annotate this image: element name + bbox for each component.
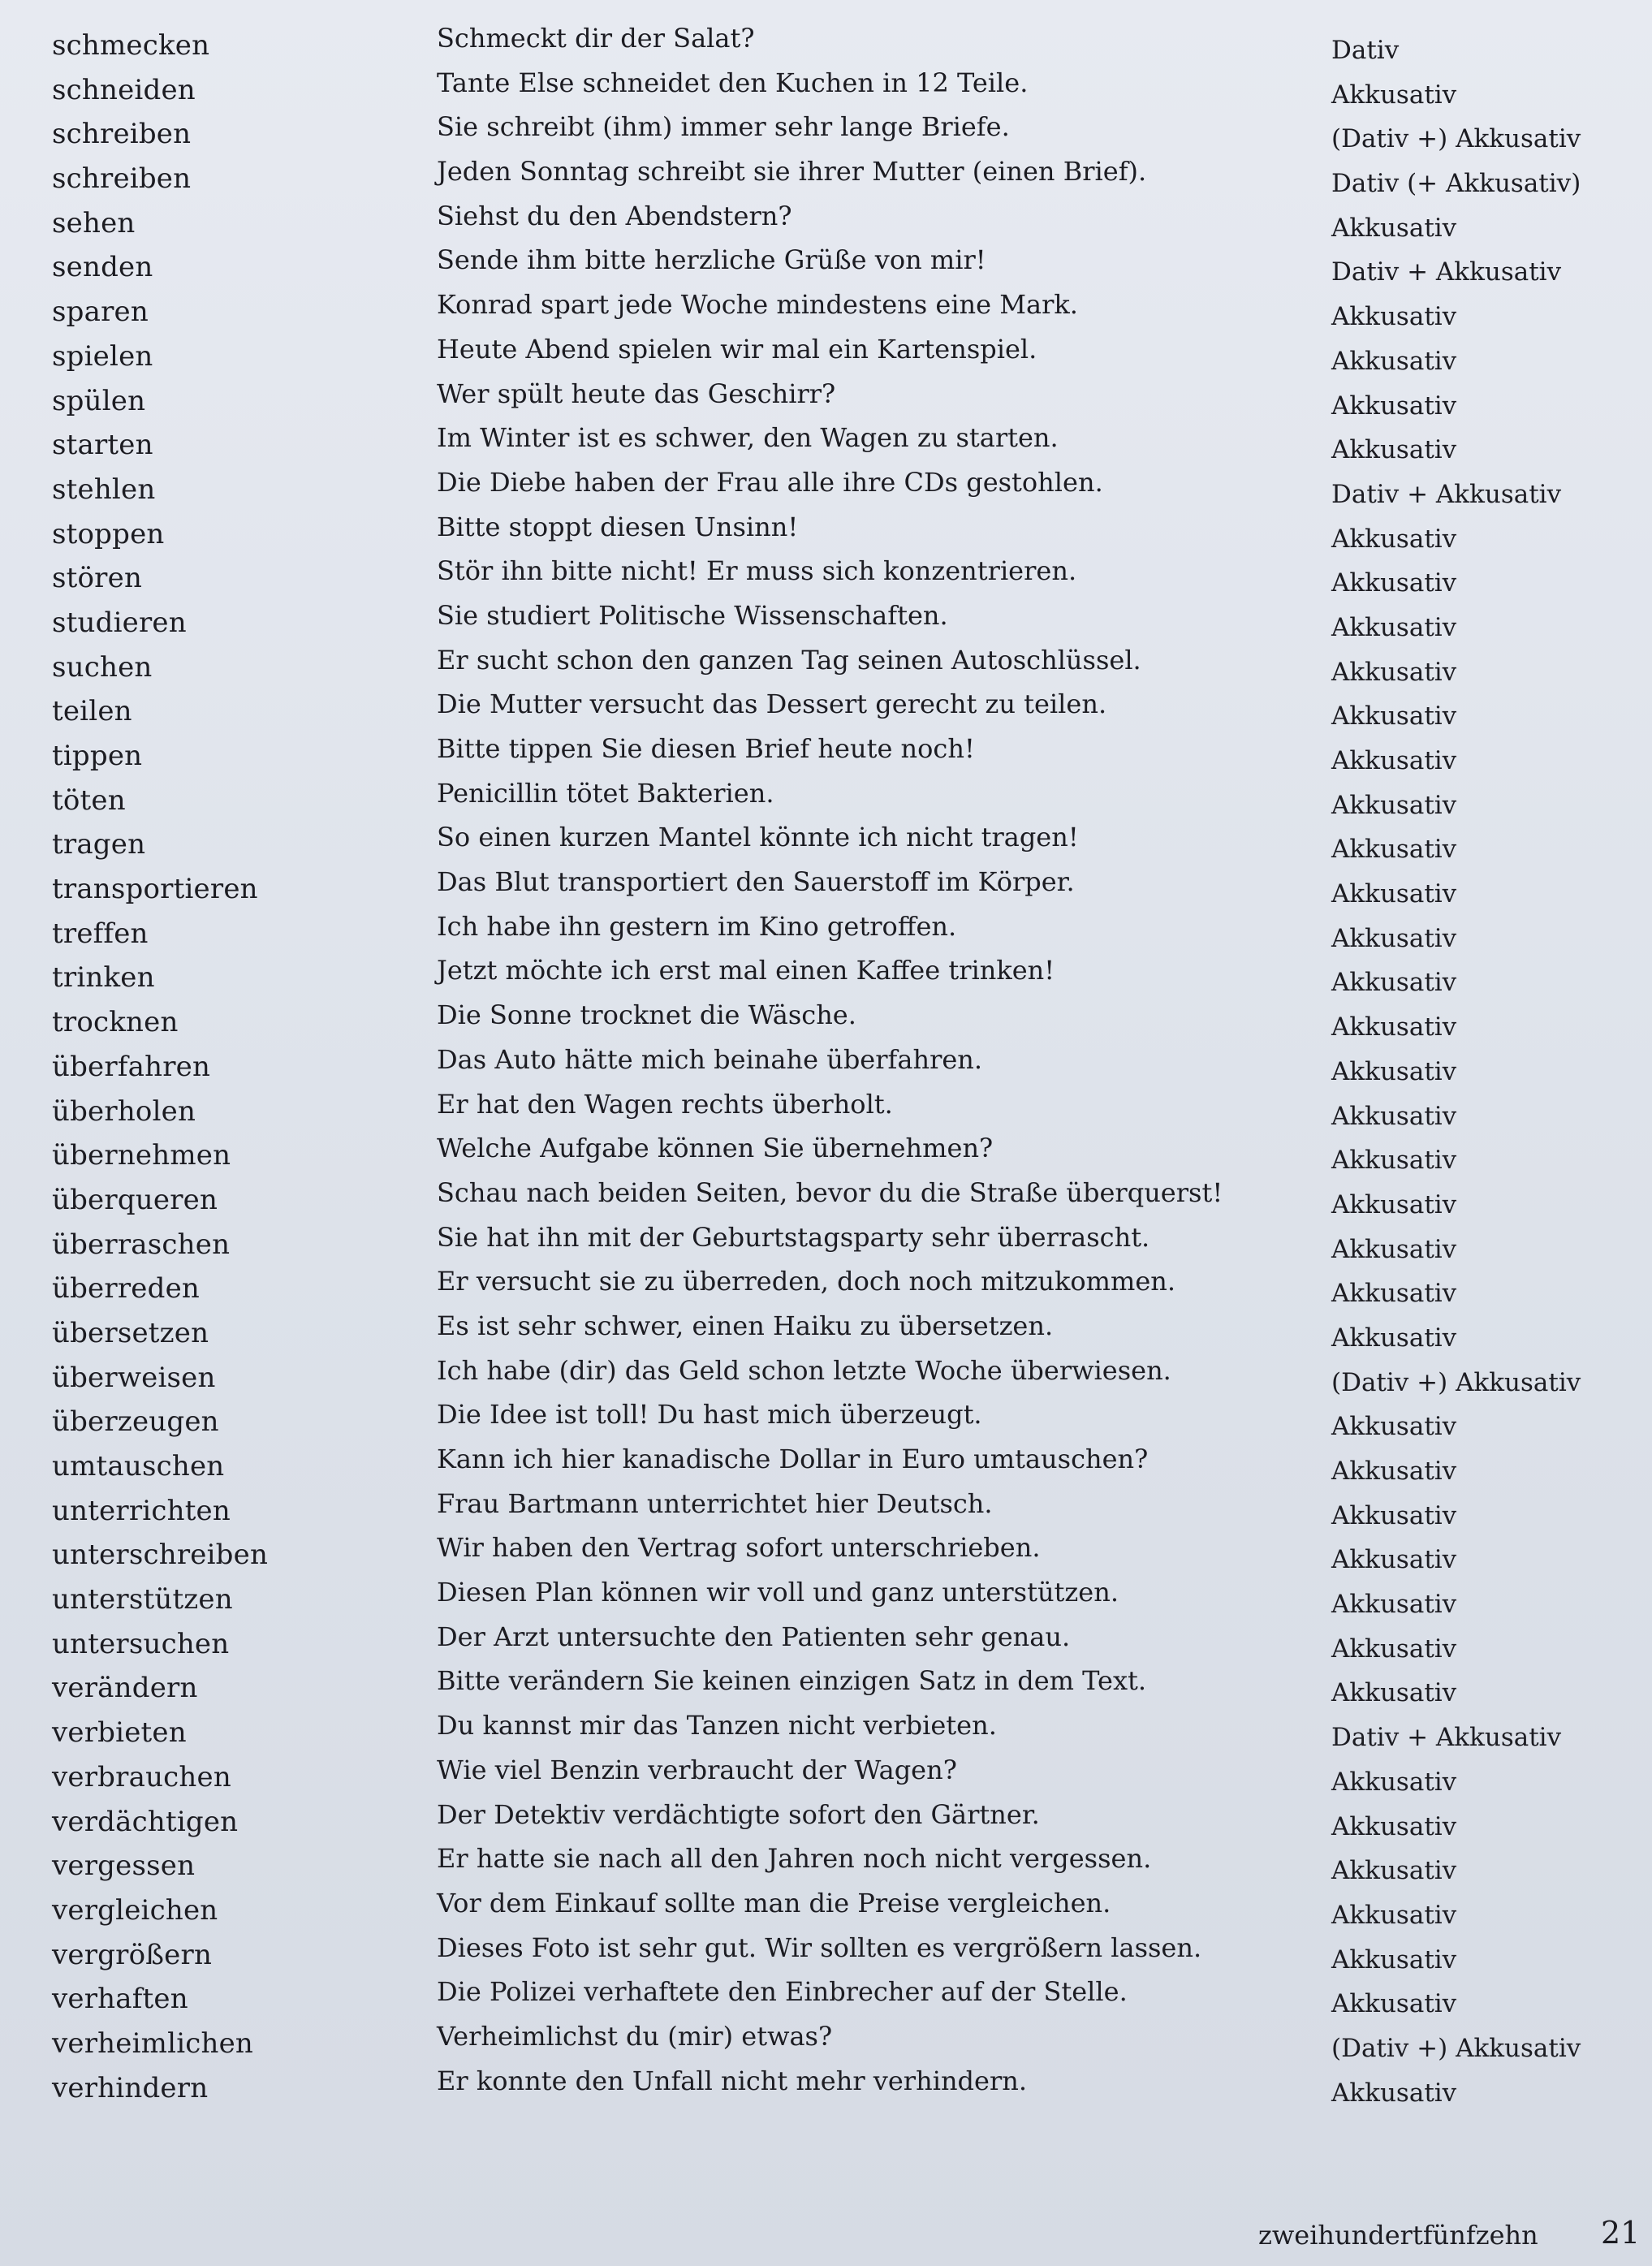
example-sentence: Die Polizei verhaftete den Einbrecher auf der Stelle. <box>437 1976 1128 2008</box>
example-sentence: Dieses Foto ist sehr gut. Wir sollten es vergrößern lassen. <box>437 1931 1202 1963</box>
example-sentence: Konrad spart jede Woche mindestens eine Mark. <box>437 289 1078 321</box>
grammatical-case: Akkusativ <box>1331 213 1457 243</box>
example-sentence: Bitte verändern Sie keinen einzigen Satz in dem Text. <box>437 1665 1147 1697</box>
example-sentence: Sie hat ihn mit der Geburtstagsparty sehr überrascht. <box>437 1221 1150 1253</box>
verb-infinitive: starten <box>52 429 153 462</box>
verb-entry-row <box>0 1799 1652 1844</box>
example-sentence: Das Blut transportiert den Sauerstoff im Körper. <box>437 866 1075 898</box>
verb-infinitive: sehen <box>52 206 136 240</box>
verb-entry-row <box>0 2065 1652 2110</box>
grammatical-case: Akkusativ <box>1331 1101 1457 1131</box>
verb-infinitive: übersetzen <box>52 1316 209 1349</box>
verb-infinitive: verhaften <box>52 1983 188 2016</box>
grammatical-case: Dativ + Akkusativ <box>1331 1723 1562 1753</box>
verb-infinitive: suchen <box>52 650 153 684</box>
verb-infinitive: spielen <box>52 339 153 373</box>
verb-infinitive: schreiben <box>52 162 192 196</box>
verb-infinitive: überqueren <box>52 1183 218 1216</box>
example-sentence: Jeden Sonntag schreibt sie ihrer Mutter (einen Brief). <box>437 156 1147 188</box>
example-sentence: Er sucht schon den ganzen Tag seinen Autoschlüssel. <box>437 644 1141 675</box>
example-sentence: Wie viel Benzin verbraucht der Wagen? <box>437 1754 957 1785</box>
verb-infinitive: treffen <box>52 917 149 950</box>
example-sentence: Penicillin tötet Bakterien. <box>437 777 774 809</box>
verb-entry-row <box>0 600 1652 645</box>
verb-infinitive: unterstützen <box>52 1583 233 1616</box>
grammatical-case: Akkusativ <box>1331 1900 1457 1930</box>
example-sentence: Bitte tippen Sie diesen Brief heute noch! <box>437 733 975 764</box>
verb-infinitive: sparen <box>52 296 149 329</box>
verb-infinitive: stehlen <box>52 473 156 506</box>
verb-entry-row <box>0 511 1652 556</box>
verb-entry-row <box>0 1266 1652 1310</box>
verb-infinitive: überreden <box>52 1272 200 1306</box>
example-sentence: Tante Else schneidet den Kuchen in 12 Teile. <box>437 67 1029 98</box>
example-sentence: Die Mutter versucht das Dessert gerecht zu teilen. <box>437 688 1107 720</box>
verb-infinitive: töten <box>52 783 126 817</box>
verb-infinitive: verdächtigen <box>52 1805 239 1838</box>
example-sentence: Er konnte den Unfall nicht mehr verhindern. <box>437 2065 1028 2096</box>
grammatical-case: Dativ <box>1331 36 1400 65</box>
example-sentence: Die Sonne trocknet die Wäsche. <box>437 999 856 1031</box>
grammatical-case: Akkusativ <box>1331 1500 1457 1530</box>
verb-infinitive: spülen <box>52 384 146 417</box>
verb-infinitive: teilen <box>52 695 132 728</box>
example-sentence: Das Auto hätte mich beinahe überfahren. <box>437 1043 983 1075</box>
verb-infinitive: trocknen <box>52 1006 179 1039</box>
verb-entry-row <box>0 1089 1652 1133</box>
verb-infinitive: verbrauchen <box>52 1760 231 1793</box>
grammatical-case: Akkusativ <box>1331 923 1457 953</box>
example-sentence: Stör ihn bitte nicht! Er muss sich konzentrieren. <box>437 555 1077 587</box>
grammatical-case: Akkusativ <box>1331 568 1457 598</box>
grammatical-case: Akkusativ <box>1331 302 1457 332</box>
grammatical-case: Akkusativ <box>1331 80 1457 110</box>
verb-entry-row <box>0 866 1652 911</box>
grammatical-case: Akkusativ <box>1331 1634 1457 1664</box>
grammatical-case: Akkusativ <box>1331 968 1457 998</box>
verb-infinitive: verheimlichen <box>52 2026 254 2060</box>
example-sentence: Schmeckt dir der Salat? <box>437 23 755 54</box>
verb-infinitive: vergrößern <box>52 1938 213 1971</box>
verb-infinitive: studieren <box>52 606 187 639</box>
verb-infinitive: stoppen <box>52 517 165 550</box>
verb-entry-row <box>0 378 1652 423</box>
verb-infinitive: überweisen <box>52 1361 216 1394</box>
verb-entry-row <box>0 1577 1652 1621</box>
verb-entry-row <box>0 645 1652 689</box>
verb-entry-row <box>0 1932 1652 1977</box>
verb-infinitive: tippen <box>52 740 143 772</box>
grammatical-case: (Dativ +) Akkusativ <box>1331 2033 1581 2063</box>
verb-infinitive: überraschen <box>52 1228 231 1261</box>
grammatical-case: Akkusativ <box>1331 1323 1457 1353</box>
example-sentence: Wer spült heute das Geschirr? <box>437 378 836 409</box>
grammatical-case: (Dativ +) Akkusativ <box>1331 124 1581 154</box>
grammatical-case: Dativ + Akkusativ <box>1331 257 1562 287</box>
verb-entry-row <box>0 334 1652 378</box>
grammatical-case: Akkusativ <box>1331 1944 1457 1975</box>
verb-entry-row <box>0 733 1652 778</box>
verb-infinitive: umtauschen <box>52 1450 225 1483</box>
verb-entry-row <box>0 1488 1652 1533</box>
grammatical-case: Akkusativ <box>1331 612 1457 642</box>
grammatical-case: Dativ + Akkusativ <box>1331 479 1562 509</box>
example-sentence: Frau Bartmann unterrichtet hier Deutsch. <box>437 1487 993 1519</box>
verb-entry-row <box>0 999 1652 1044</box>
verb-list <box>0 23 1652 2109</box>
verb-infinitive: stören <box>52 562 143 595</box>
verb-entry-row <box>0 688 1652 733</box>
example-sentence: Sie schreibt (ihm) immer sehr lange Briefe. <box>437 111 1010 143</box>
grammatical-case: Akkusativ <box>1331 1234 1457 1264</box>
verb-infinitive: schneiden <box>52 73 196 106</box>
verb-infinitive: übernehmen <box>52 1139 231 1172</box>
verb-entry-row <box>0 23 1652 67</box>
verb-entry-row <box>0 778 1652 822</box>
example-sentence: Verheimlichst du (mir) etwas? <box>437 2020 833 2052</box>
grammatical-case: Akkusativ <box>1331 701 1457 732</box>
verb-infinitive: schmecken <box>52 29 210 62</box>
verb-entry-row <box>0 955 1652 999</box>
verb-entry-row <box>0 1665 1652 1710</box>
grammatical-case: Akkusativ <box>1331 1545 1457 1575</box>
verb-infinitive: transportieren <box>52 873 258 906</box>
verb-entry-row <box>0 1444 1652 1488</box>
verb-infinitive: senden <box>52 251 153 284</box>
verb-entry-row <box>0 467 1652 511</box>
grammatical-case: Akkusativ <box>1331 2078 1457 2108</box>
grammatical-case: Akkusativ <box>1331 1856 1457 1886</box>
grammatical-case: Akkusativ <box>1331 435 1457 465</box>
example-sentence: Heute Abend spielen wir mal ein Kartenspiel. <box>437 333 1037 365</box>
verb-entry-row <box>0 67 1652 112</box>
example-sentence: Wir haben den Vertrag sofort unterschrieben. <box>437 1532 1041 1564</box>
verb-infinitive: überfahren <box>52 1050 211 1083</box>
verb-entry-row <box>0 422 1652 467</box>
verb-infinitive: überholen <box>52 1094 196 1128</box>
grammatical-case: Akkusativ <box>1331 1279 1457 1309</box>
grammatical-case: Akkusativ <box>1331 1989 1457 2019</box>
verb-entry-row <box>0 822 1652 866</box>
example-sentence: Er hatte sie nach all den Jahren noch nicht vergessen. <box>437 1843 1152 1875</box>
verb-entry-row <box>0 244 1652 289</box>
grammatical-case: Akkusativ <box>1331 1767 1457 1797</box>
verb-infinitive: verhindern <box>52 2071 209 2104</box>
example-sentence: Sie studiert Politische Wissenschaften. <box>437 599 948 631</box>
example-sentence: Vor dem Einkauf sollte man die Preise vergleichen. <box>437 1887 1111 1919</box>
example-sentence: Der Arzt untersuchte den Patienten sehr genau. <box>437 1621 1071 1652</box>
verb-infinitive: überzeugen <box>52 1405 219 1439</box>
grammatical-case: Akkusativ <box>1331 391 1457 421</box>
verb-entry-row <box>0 1177 1652 1222</box>
example-sentence: Die Diebe haben der Frau alle ihre CDs gestohlen. <box>437 466 1103 498</box>
grammatical-case: Akkusativ <box>1331 346 1457 376</box>
grammatical-case: Akkusativ <box>1331 1412 1457 1442</box>
grammatical-case: (Dativ +) Akkusativ <box>1331 1367 1581 1397</box>
grammatical-case: Akkusativ <box>1331 790 1457 820</box>
page-number: 21 <box>1601 2215 1641 2251</box>
page-number-word: zweihundertfünfzehn <box>1258 2220 1538 2251</box>
verb-entry-row <box>0 201 1652 245</box>
verb-entry-row <box>0 1532 1652 1577</box>
grammatical-case: Dativ (+ Akkusativ) <box>1331 169 1581 199</box>
verb-entry-row <box>0 1755 1652 1799</box>
verb-infinitive: verbieten <box>52 1716 187 1750</box>
verb-entry-row <box>0 1355 1652 1400</box>
grammatical-case: Akkusativ <box>1331 657 1457 687</box>
verb-entry-row <box>0 1310 1652 1355</box>
example-sentence: Bitte stoppt diesen Unsinn! <box>437 511 799 542</box>
verb-infinitive: tragen <box>52 828 146 861</box>
verb-infinitive: unterschreiben <box>52 1539 269 1572</box>
example-sentence: Ich habe (dir) das Geld schon letzte Woche überwiesen. <box>437 1354 1171 1386</box>
grammatical-case: Akkusativ <box>1331 524 1457 554</box>
verb-infinitive: trinken <box>52 961 155 995</box>
grammatical-case: Akkusativ <box>1331 879 1457 909</box>
example-sentence: Schau nach beiden Seiten, bevor du die Straße überquerst! <box>437 1176 1223 1208</box>
example-sentence: Die Idee ist toll! Du hast mich überzeugt. <box>437 1399 982 1431</box>
verb-entry-row <box>0 1133 1652 1177</box>
verb-entry-row <box>0 1222 1652 1267</box>
verb-entry-row <box>0 555 1652 600</box>
example-sentence: So einen kurzen Mantel könnte ich nicht tragen! <box>437 822 1079 853</box>
example-sentence: Der Detektiv verdächtigte sofort den Gärtner. <box>437 1798 1040 1830</box>
verb-entry-row <box>0 1044 1652 1089</box>
grammatical-case: Akkusativ <box>1331 746 1457 775</box>
example-sentence: Siehst du den Abendstern? <box>437 200 792 231</box>
verb-entry-row <box>0 1399 1652 1444</box>
verb-infinitive: verändern <box>52 1672 198 1705</box>
verb-entry-row <box>0 911 1652 956</box>
grammatical-case: Akkusativ <box>1331 1678 1457 1708</box>
verb-entry-row <box>0 1976 1652 2021</box>
grammatical-case: Akkusativ <box>1331 1146 1457 1176</box>
example-sentence: Jetzt möchte ich erst mal einen Kaffee trinken! <box>437 955 1055 986</box>
verb-entry-row <box>0 1843 1652 1888</box>
verb-entry-row <box>0 1621 1652 1666</box>
verb-entry-row <box>0 1888 1652 1932</box>
grammatical-case: Akkusativ <box>1331 1457 1457 1486</box>
verb-entry-row <box>0 111 1652 156</box>
example-sentence: Er hat den Wagen rechts überholt. <box>437 1088 893 1120</box>
grammatical-case: Akkusativ <box>1331 1189 1457 1219</box>
example-sentence: Sende ihm bitte herzliche Grüße von mir! <box>437 244 986 276</box>
verb-entry-row <box>0 2021 1652 2065</box>
example-sentence: Du kannst mir das Tanzen nicht verbieten. <box>437 1710 997 1742</box>
verb-infinitive: vergessen <box>52 1849 196 1883</box>
grammatical-case: Akkusativ <box>1331 1012 1457 1042</box>
grammatical-case: Akkusativ <box>1331 1590 1457 1620</box>
example-sentence: Ich habe ihn gestern im Kino getroffen. <box>437 910 957 942</box>
grammatical-case: Akkusativ <box>1331 1811 1457 1841</box>
verb-entry-row <box>0 156 1652 201</box>
verb-infinitive: unterrichten <box>52 1494 231 1527</box>
example-sentence: Er versucht sie zu überreden, doch noch mitzukommen. <box>437 1266 1176 1297</box>
example-sentence: Welche Aufgabe können Sie übernehmen? <box>437 1133 994 1164</box>
example-sentence: Kann ich hier kanadische Dollar in Euro umtauschen? <box>437 1444 1149 1474</box>
verb-infinitive: untersuchen <box>52 1627 230 1660</box>
verb-infinitive: schreiben <box>52 118 192 151</box>
example-sentence: Es ist sehr schwer, einen Haiku zu übersetzen. <box>437 1310 1054 1341</box>
example-sentence: Diesen Plan können wir voll und ganz unterstützen. <box>437 1577 1119 1608</box>
verb-infinitive: vergleichen <box>52 1893 218 1927</box>
grammatical-case: Akkusativ <box>1331 1056 1457 1086</box>
example-sentence: Im Winter ist es schwer, den Wagen zu starten. <box>437 422 1059 454</box>
verb-entry-row <box>0 1710 1652 1755</box>
grammatical-case: Akkusativ <box>1331 835 1457 865</box>
verb-entry-row <box>0 289 1652 334</box>
